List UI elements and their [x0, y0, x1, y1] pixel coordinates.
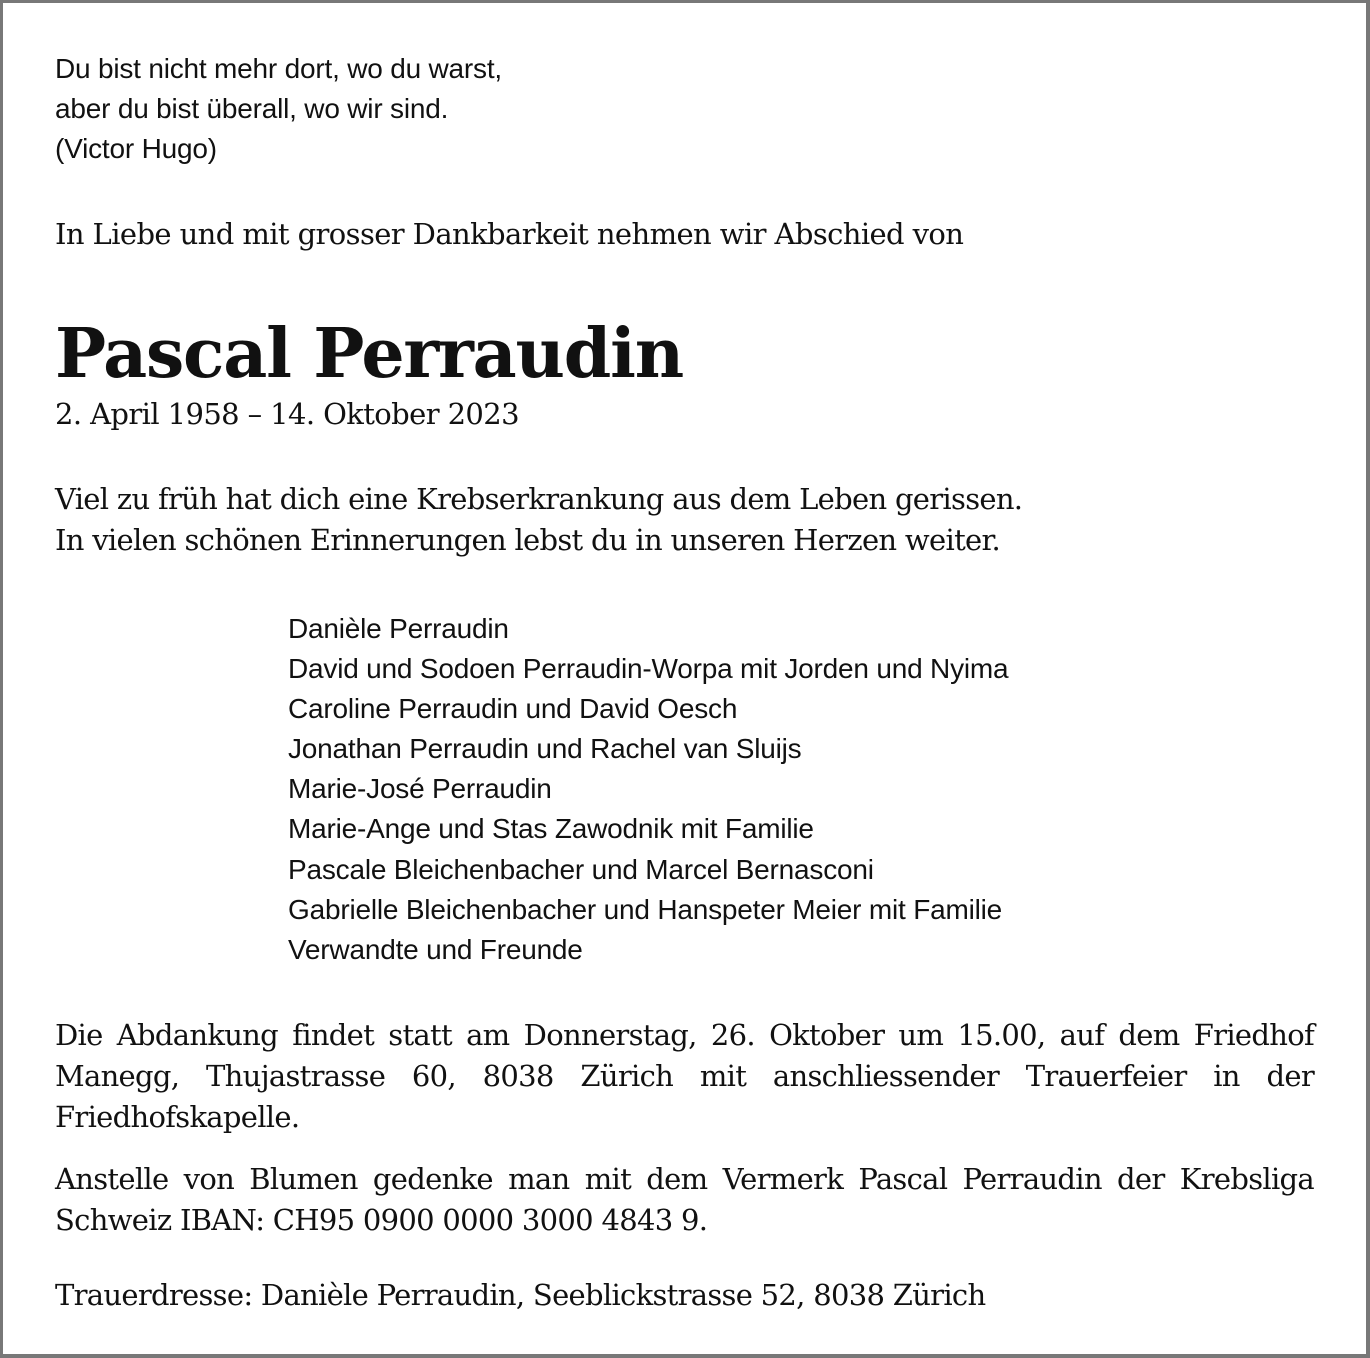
- mourner-item: Verwandte und Freunde: [288, 933, 583, 965]
- mourner-item: Pascale Bleichenbacher und Marcel Bernasconi: [288, 853, 874, 885]
- mourner-item: Marie-José Perraudin: [288, 773, 552, 805]
- quote-author: (Victor Hugo): [55, 133, 217, 164]
- life-dates: 2. April 1958 – 14. Oktober 2023: [55, 397, 519, 431]
- intro-text: In Liebe und mit grosser Dankbarkeit nehmen wir Abschied von: [55, 217, 964, 251]
- quote-line: Du bist nicht mehr dort, wo du warst,: [55, 53, 502, 84]
- mourner-item: David und Sodoen Perraudin-Worpa mit Jorden und Nyima: [288, 653, 1009, 685]
- mourner-item: Caroline Perraudin und David Oesch: [288, 693, 738, 725]
- mourner-item: Danièle Perraudin: [288, 613, 509, 644]
- mourner-item: Jonathan Perraudin und Rachel van Sluijs: [288, 733, 802, 765]
- tribute-line: Viel zu früh hat dich eine Krebserkrankung aus dem Leben gerissen.: [55, 482, 1023, 516]
- mourner-item: Gabrielle Bleichenbacher und Hanspeter Meier mit Familie: [288, 893, 1003, 925]
- deceased-name: Pascal Perraudin: [55, 314, 683, 394]
- quote: [55, 49, 1314, 169]
- quote-line: aber du bist überall, wo wir sind.: [55, 93, 449, 124]
- mourners-list: [288, 609, 1008, 970]
- mourner-item: Marie-Ange und Stas Zawodnik mit Familie: [288, 813, 814, 845]
- donation-note: Anstelle von Blumen gedenke man mit dem Vermerk Pascal Perraudin der Krebsliga Schweiz IBAN: CH95 0900 0000 3000 4843 9.: [55, 1162, 1314, 1237]
- mourning-address: Trauerdresse: Danièle Perraudin, Seeblickstrasse 52, 8038 Zürich: [55, 1278, 986, 1312]
- service-details: Die Abdankung findet statt am Donnerstag, 26. Oktober um 15.00, auf dem Friedhof Manegg, Thujastrasse 60, 8038 Zürich mit anschliessender Trauerfeier in der Friedhofskapelle.: [55, 1018, 1314, 1134]
- tribute-line: In vielen schönen Erinnerungen lebst du in unseren Herzen weiter.: [55, 523, 1000, 557]
- tribute-text: [55, 479, 1314, 561]
